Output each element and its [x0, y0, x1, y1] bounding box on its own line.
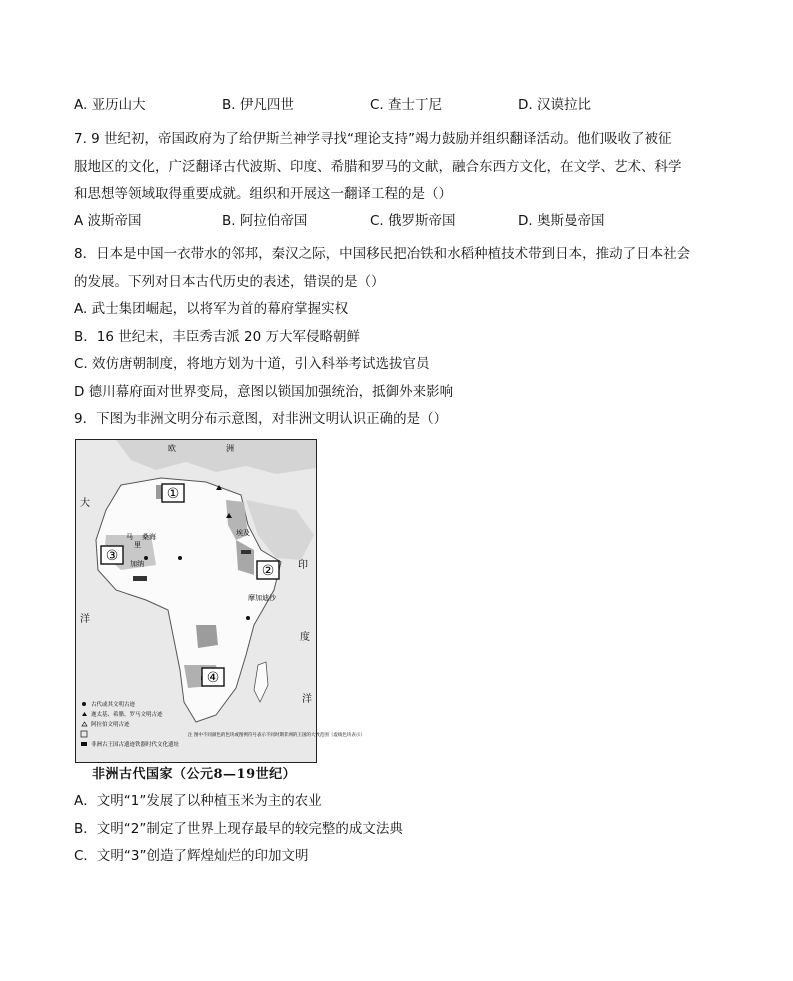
label-mali-2: 里: [134, 541, 141, 549]
label-ghana: 加纳: [130, 560, 144, 568]
q6-option-d: D. 汉谟拉比: [518, 97, 591, 113]
q6-option-b: B. 伊凡四世: [222, 97, 294, 113]
legend-item-3: 阿拉伯文明古迹: [91, 722, 130, 728]
legend-item-5: 非洲古王国古遗迹铁器时代文化遗址: [91, 742, 180, 748]
map-note: 注 图中不同颜色的色块或图例符号表示不同时期非洲的王国的大致范围（虚线色块表示）: [188, 733, 365, 738]
q7-stem-line1: 7. 9 世纪初，帝国政府为了给伊斯兰神学寻找“理论支持”竭力鼓励并组织翻译活动。他们吸收了被征: [74, 131, 672, 147]
site-dot: [246, 616, 250, 620]
q7-option-c: C. 俄罗斯帝国: [370, 213, 456, 229]
q9-option-a: A．文明“1”发展了以种植玉米为主的农业: [74, 793, 322, 809]
q7-option-d: D. 奥斯曼帝国: [518, 213, 605, 229]
q7-stem-line3: 和思想等领域取得重要成就。组织和开展这一翻译工程的是（）: [74, 186, 452, 202]
q9-option-c: C．文明“3”创造了辉煌灿烂的印加文明: [74, 848, 309, 864]
site-dot: [144, 556, 148, 560]
label-indian-3: 洋: [302, 694, 312, 705]
q9-option-b: B．文明“2”制定了世界上现存最早的较完整的成文法典: [74, 821, 403, 837]
label-egypt: 埃及: [236, 529, 250, 537]
q7-option-b: B. 阿拉伯帝国: [222, 213, 308, 229]
q7-option-a: A 波斯帝国: [74, 213, 142, 229]
q7-stem-line2: 服地区的文化，广泛翻译古代波斯、印度、希腊和罗马的文献，融合东西方文化，在文学、艺术、科学: [74, 159, 682, 175]
label-atlantic-1: 大: [80, 498, 90, 509]
q8-option-a: A. 武士集团崛起，以将军为首的幕府掌握实权: [74, 301, 349, 317]
marker-2: ②: [261, 563, 275, 579]
iron-age-symbol: [241, 550, 251, 554]
q8-option-b: B．16 世纪末，丰臣秀吉派 20 万大军侵略朝鲜: [74, 329, 360, 345]
q8-stem-line2: 的发展。下列对日本古代历史的表述，错误的是（）: [74, 274, 385, 290]
label-mogadishu: 摩加迪沙: [248, 594, 276, 602]
label-indian-1: 印: [298, 560, 308, 571]
q8-option-c: C. 效仿唐朝制度，将地方划为十道，引入科举考试选拔官员: [74, 356, 430, 372]
label-europe-2: 洲: [226, 444, 234, 453]
legend-item-1: 古代或其文明古迹: [91, 702, 136, 708]
marker-3: ③: [105, 548, 119, 564]
region-shade-congo: [196, 625, 218, 648]
q6-option-a: A. 亚历山大: [74, 97, 146, 113]
map-caption: 非洲古代国家（公元8—19世纪）: [92, 767, 297, 782]
africa-map-svg: [76, 440, 365, 762]
q8-option-d: D 德川幕府面对世界变局，意图以锁国加强统治，抵御外来影响: [74, 384, 454, 400]
legend-item-2: 迦太基、希腊、罗马文明古迹: [91, 712, 163, 718]
marker-4: ④: [206, 670, 220, 686]
q8-stem-line1: 8．日本是中国一衣带水的邻邦，秦汉之际，中国移民把冶铁和水稻种植技术带到日本，推动了日本社会: [74, 246, 691, 262]
site-dot: [178, 556, 182, 560]
legend-dot-icon: [82, 702, 86, 706]
q6-option-c: C. 查士丁尼: [370, 97, 443, 113]
label-atlantic-2: 洋: [80, 614, 90, 625]
label-songhai: 桑海: [142, 533, 156, 541]
q9-stem: 9．下图为非洲文明分布示意图，对非洲文明认识正确的是（）: [74, 411, 448, 427]
label-mali-1: 马: [126, 533, 133, 541]
label-europe-1: 欧: [168, 444, 176, 453]
africa-map: [75, 439, 365, 763]
iron-age-symbol: [133, 576, 147, 581]
label-indian-2: 度: [300, 632, 310, 643]
legend-bar-icon: [81, 742, 87, 746]
marker-1: ①: [166, 486, 180, 502]
